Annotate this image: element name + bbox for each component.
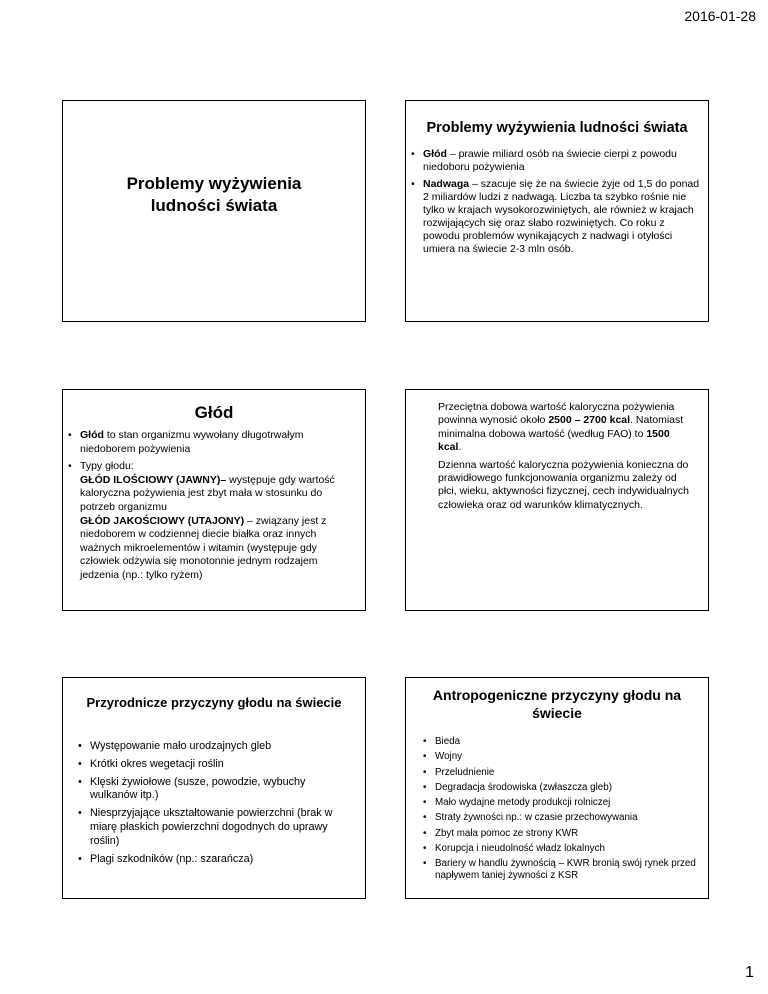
bullet-hunger-types bbox=[65, 460, 359, 582]
slide-1-title: Problemy wyżywienia ludności świata bbox=[126, 174, 302, 215]
page-number: 1 bbox=[745, 964, 754, 981]
slide-4 bbox=[405, 389, 709, 611]
list-item: • Korupcja i nieudolność władz lokalnych bbox=[420, 843, 698, 855]
bullet-definition bbox=[65, 429, 359, 456]
hunger-type-qualitative: GŁÓD JAKOŚCIOWY (UTAJONY) bbox=[80, 514, 245, 527]
list-item: • Bieda bbox=[420, 736, 698, 748]
bullet-hunger bbox=[408, 148, 700, 174]
bullet-overweight bbox=[408, 178, 700, 256]
slide-2 bbox=[405, 100, 709, 322]
slide-2-bullets bbox=[406, 148, 708, 256]
bullet-text: to stan organizmu wywołany długotrwałym niedoborem pożywienia bbox=[80, 429, 304, 455]
list-item: • Występowanie mało urodzajnych gleb bbox=[75, 740, 355, 754]
list-item: • Straty żywności np.: w czasie przechowywania bbox=[420, 812, 698, 824]
slide-1 bbox=[62, 100, 366, 322]
slide-3-bullets bbox=[63, 429, 365, 583]
calorie-paragraph bbox=[406, 390, 708, 455]
text-run: Przeciętna dobowa wartość kaloryczna pożywienia powinna wynosić około bbox=[438, 401, 675, 427]
hunger-type-quantitative: GŁÓD ILOŚCIOWY (JAWNY)– bbox=[80, 473, 227, 486]
list-item: • Niesprzyjające ukształtowanie powierzchni (brak w miarę płaskich powierzchni dogodnych do uprawy roślin) bbox=[75, 807, 355, 848]
bullet-term: Głód bbox=[423, 148, 447, 160]
bullet-term: Nadwaga bbox=[423, 178, 470, 190]
bullet-text: – szacuje się że na świecie żyje od 1,5 do ponad 2 miliardów ludzi z nadwagą. Liczba ta szybko rośnie nie tylko w krajach wysokorozwiniętych, ale również w krajach rozwijających się oraz słabo rozwiniętych. Co roku z powodu problemów wynikających z nadwagi i otyłości umiera na świecie 2-3 mln osób. bbox=[423, 178, 700, 255]
slide-6-title: Antropogeniczne przyczyny głodu na świecie bbox=[432, 687, 682, 721]
kcal-minimum: 1500 kcal bbox=[438, 427, 670, 454]
list-item: • Wojny bbox=[420, 751, 698, 763]
list-item: • Przeludnienie bbox=[420, 767, 698, 779]
slide-5-title: Przyrodnicze przyczyny głodu na świecie bbox=[86, 695, 342, 710]
text-run: . bbox=[458, 441, 462, 454]
list-item: • Plagi szkodników (np.: szarańcza) bbox=[75, 853, 355, 867]
list-item: • Zbyt mała pomoc ze strony KWR bbox=[420, 828, 698, 840]
bullet-term: Głód bbox=[80, 429, 104, 441]
list-item: • Degradacja środowiska (zwłaszcza gleb) bbox=[420, 782, 698, 794]
bullet-text: – prawie miliard osób na świecie cierpi z powodu niedoboru pożywienia bbox=[423, 148, 677, 173]
slide-5 bbox=[62, 677, 366, 899]
kcal-range: 2500 – 2700 kcal bbox=[548, 414, 631, 427]
text-run: . Natomiast minimalna dobowa wartość (według FAO) to bbox=[438, 414, 684, 440]
list-item: • Mało wydajne metody produkcji rolniczej bbox=[420, 797, 698, 809]
slide-3-title: Głód bbox=[194, 403, 234, 422]
bullet-text: występuje gdy wartość kaloryczna pożywienia jest zbyt mała w stosunku do potrzeb organizmu bbox=[80, 473, 335, 513]
list-item: • Klęski żywiołowe (susze, powodzie, wybuchy wulkanów itp.) bbox=[75, 776, 355, 804]
slide-6-bullets bbox=[406, 736, 708, 882]
slide-6 bbox=[405, 677, 709, 899]
list-item: • Bariery w handlu żywnością – KWR bronią swój rynek przed napływem taniej żywności z KSR bbox=[420, 858, 698, 882]
print-date: 2016-01-28 bbox=[684, 8, 756, 24]
bullet-text: – związany jest z niedoborem w codziennej diecie białka oraz innych ważnych mikroelementów i witamin (występuje gdy człowiek odżywia się monotonnie jednym rodzajem jedzenia (np.: tylko ryżem) bbox=[80, 514, 327, 581]
slide-5-bullets bbox=[63, 740, 365, 866]
slide-2-title: Problemy wyżywienia ludności świata bbox=[426, 120, 688, 136]
slide-3 bbox=[62, 389, 366, 611]
calorie-factors-paragraph: Dzienna wartość kaloryczna pożywienia konieczna do prawidłowego funkcjonowania organizmu zależy od płci, wieku, aktywności fizycznej, cech indywidualnych człowieka oraz od warunków klimatycznych. bbox=[438, 458, 689, 511]
bullet-text: Typy głodu: bbox=[80, 460, 134, 473]
list-item: • Krótki okres wegetacji roślin bbox=[75, 758, 355, 772]
